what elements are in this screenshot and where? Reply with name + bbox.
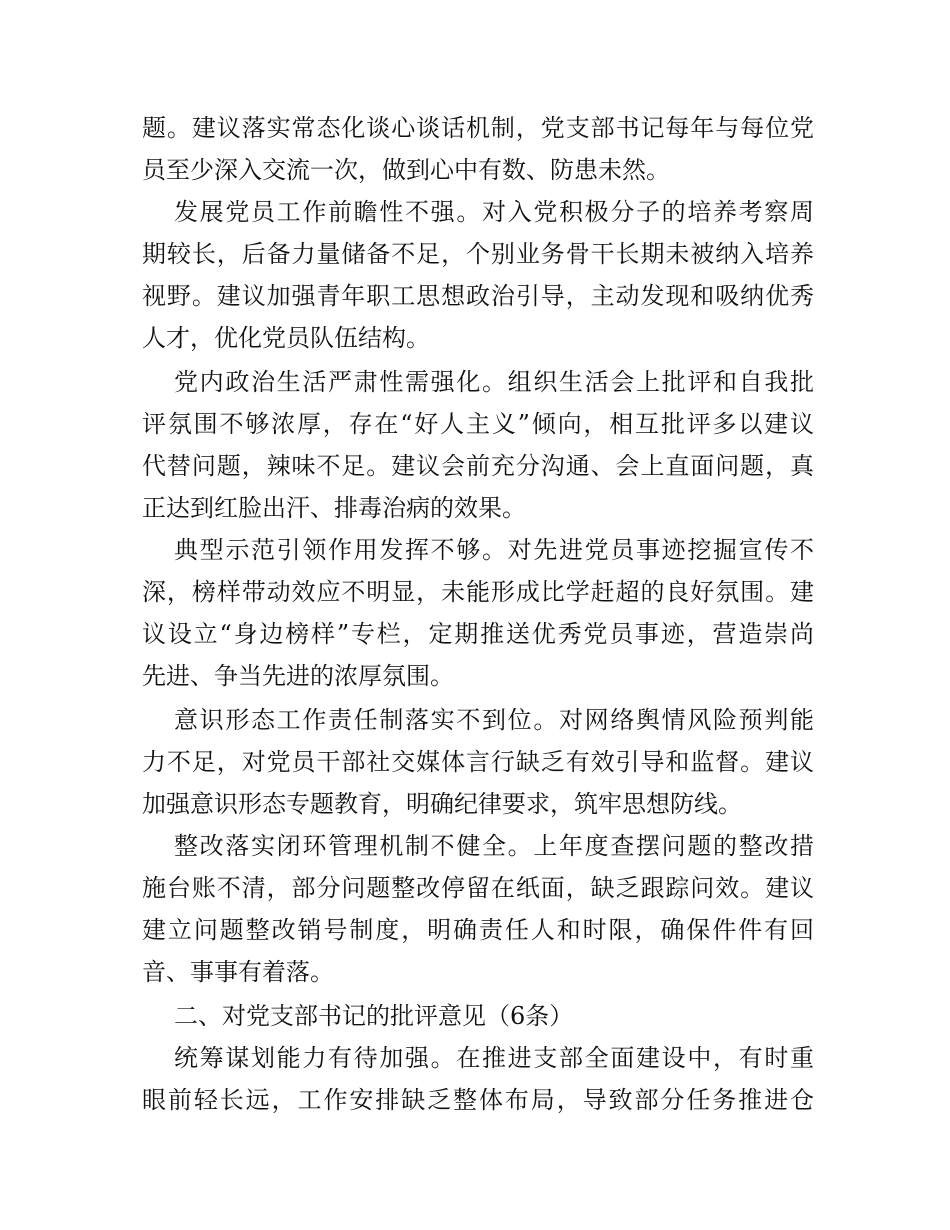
paragraph-first-line: 整改落实闭环管理机制不健全。上年度查摆问题的整改措 <box>174 832 814 860</box>
text-line: 眼前轻长远，工作安排缺乏整体布局，导致部分任务推进仓 <box>142 1086 814 1114</box>
text-line: 评氛围不够浓厚，存在“好人主义”倾向，相互批评多以建议 <box>142 410 814 438</box>
text-line: 加强意识形态专题教育，明确纪律要求，筑牢思想防线。 <box>142 790 742 818</box>
text-line: 力不足，对党员干部社交媒体言行缺乏有效引导和监督。建议 <box>142 748 814 776</box>
paragraph-first-line: 发展党员工作前瞻性不强。对入党积极分子的培养考察周 <box>174 198 814 226</box>
text-line: 正达到红脸出汗、排毒治病的效果。 <box>142 494 526 522</box>
paragraph-first-line: 典型示范引领作用发挥不够。对先进党员事迹挖掘宣传不 <box>174 536 814 564</box>
text-line: 员至少深入交流一次，做到心中有数、防患未然。 <box>142 156 670 184</box>
text-line: 建立问题整改销号制度，明确责任人和时限，确保件件有回 <box>142 916 814 944</box>
text-line: 深，榜样带动效应不明显，未能形成比学赶超的良好氛围。建 <box>142 578 814 606</box>
paragraph-first-line: 党内政治生活严肃性需强化。组织生活会上批评和自我批 <box>174 368 814 396</box>
text-line: 人才，优化党员队伍结构。 <box>142 324 430 352</box>
text-line: 期较长，后备力量储备不足，个别业务骨干长期未被纳入培养 <box>142 240 814 268</box>
text-line: 题。建议落实常态化谈心谈话机制，党支部书记每年与每位党 <box>142 114 814 142</box>
section-heading: 二、对党支部书记的批评意见（6条） <box>174 1002 574 1030</box>
text-line: 议设立“身边榜样”专栏，定期推送优秀党员事迹，营造崇尚 <box>142 620 814 648</box>
text-line: 音、事事有着落。 <box>142 958 334 986</box>
text-line: 施台账不清，部分问题整改停留在纸面，缺乏跟踪问效。建议 <box>142 874 814 902</box>
paragraph-first-line: 统筹谋划能力有待加强。在推进支部全面建设中，有时重 <box>174 1044 814 1072</box>
text-line: 先进、争当先进的浓厚氛围。 <box>142 662 454 690</box>
paragraph-first-line: 意识形态工作责任制落实不到位。对网络舆情风险预判能 <box>174 706 814 734</box>
text-line: 代替问题，辣味不足。建议会前充分沟通、会上直面问题，真 <box>142 452 814 480</box>
text-line: 视野。建议加强青年职工思想政治引导，主动发现和吸纳优秀 <box>142 282 814 310</box>
